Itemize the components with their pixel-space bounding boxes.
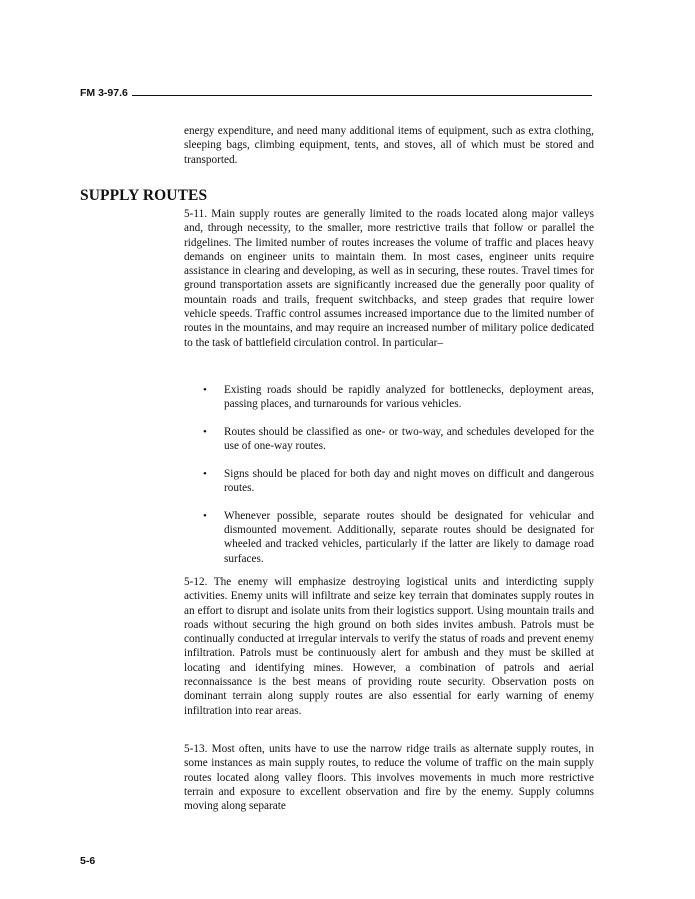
page-number: 5-6 [80,855,96,867]
bullet-item [184,425,594,454]
page-header [80,83,592,99]
paragraph-5-11: 5-11. Main supply routes are generally limited to the roads located along major valleys and, through necessity, to the smaller, more restrictive trails that follow or parallel the ridgelines. The limited number of routes increases the volume of traffic and places heavy demands on engineer units to maintain them. In most cases, engineer units require assistance in clearing and developing, as well as in securing, these routes. Travel times for ground transportation assets are significantly increased due the generally poor quality of mountain roads and trails, frequent switchbacks, and steep grades that require lower vehicle speeds. Traffic control assumes increased importance due to the limited number of routes in the mountains, and may require an increased number of military police dedicated to the task of battlefield circulation control. In particular– [184,208,594,349]
bullet-text: Whenever possible, separate routes should be designated for vehicular and dismounted movement. Additionally, separate routes should be designated for wheeled and tracked vehicles, particularly if the latter are likely to damage road surfaces. [224,509,594,565]
bullet-text: Routes should be classified as one- or two-way, and schedules developed for the use of one-way routes. [224,425,594,453]
bullet-item [184,509,594,566]
intro-paragraph: energy expenditure, and need many additional items of equipment, such as extra clothing, sleeping bags, climbing equipment, tents, and stoves, all of which must be stored and transported. [184,125,594,166]
bullet-icon: • [203,384,207,396]
section-heading: SUPPLY ROUTES [80,187,208,204]
bullet-item [184,467,594,496]
header-rule [132,95,592,96]
bullet-icon: • [203,509,207,522]
paragraph-5-13: 5-13. Most often, units have to use the narrow ridge trails as alternate supply routes, in some instances as main supply routes, to reduce the volume of traffic on the main supply routes located along valley floors. This involves movements in much more restrictive terrain and exposure to excellent observation and fire by the enemy. Supply columns moving along separate [184,743,594,813]
paragraph-5-12: 5-12. The enemy will emphasize destroying logistical units and interdicting supply activities. Enemy units will infiltrate and seize key terrain that dominates supply routes in an effort to disrupt and isolate units from their logistics support. Using mountain trails and roads without securing the high ground on both sides invites ambush. Patrols must be continually conducted at irregular intervals to verify the status of roads and prevent enemy infiltration. Patrols must be continuously alert for ambush and they must be skilled at locating and identifying mines. However, a combination of patrols and aerial reconnaissance is the best means of providing route security. Observation posts on dominant terrain along supply routes are also essential for early warning of enemy infiltration into rear areas. [184,576,594,717]
bullet-icon: • [203,425,207,438]
bullet-text: Existing roads should be rapidly analyzed for bottlenecks, deployment areas, passing places, and turnarounds for various vehicles. [224,384,594,411]
field-manual-code: FM 3-97.6 [80,87,128,99]
bullet-item [184,383,594,412]
bullet-icon: • [203,467,207,480]
bullet-text: Signs should be placed for both day and night moves on difficult and dangerous routes. [224,467,594,495]
bullet-list [184,383,594,579]
